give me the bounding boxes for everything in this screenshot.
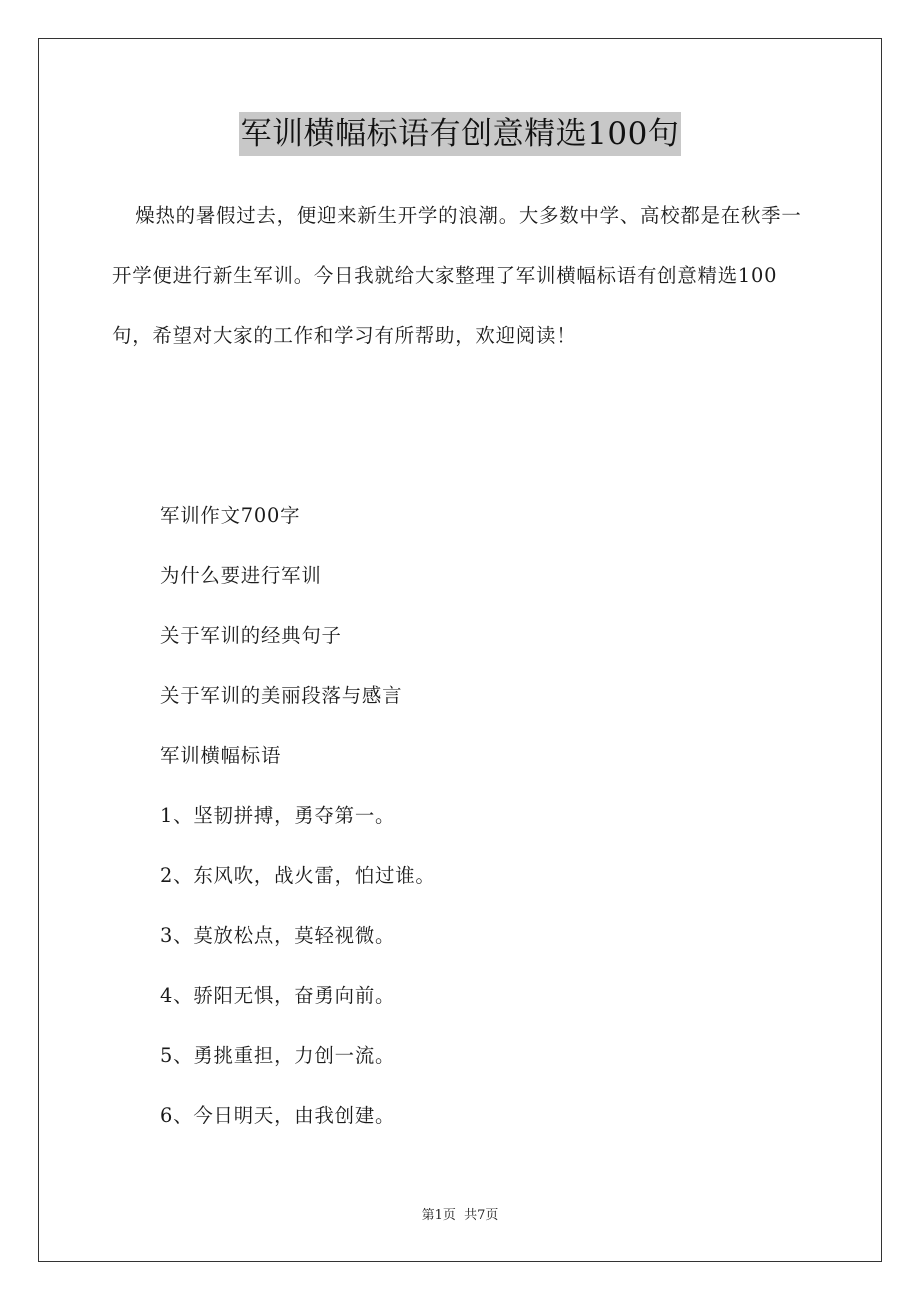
content-list <box>160 486 800 1146</box>
list-item: 2、东风吹，战火雷，怕过谁。 <box>160 864 436 887</box>
page-total: 共7页 <box>464 1208 499 1223</box>
list-item: 为什么要进行军训 <box>160 564 322 587</box>
list-item: 3、莫放松点，莫轻视微。 <box>160 924 396 947</box>
document-title: 军训横幅标语有创意精选100句 <box>239 112 682 156</box>
list-item: 5、勇挑重担，力创一流。 <box>160 1044 396 1067</box>
page-number: 第1页 <box>421 1208 456 1223</box>
list-item: 6、今日明天，由我创建。 <box>160 1104 396 1127</box>
list-item: 1、坚韧拼搏，勇夺第一。 <box>160 804 396 827</box>
page-footer <box>0 1206 920 1226</box>
list-item: 军训作文700字 <box>160 504 301 527</box>
list-item: 军训横幅标语 <box>160 744 282 767</box>
list-item: 关于军训的美丽段落与感言 <box>160 684 403 707</box>
title-container <box>0 112 920 156</box>
intro-paragraph: 燥热的暑假过去，便迎来新生开学的浪潮。大多数中学、高校都是在秋季一开学便进行新生军训。今日我就给大家整理了军训横幅标语有创意精选100句，希望对大家的工作和学习有所帮助，欢迎阅读！ <box>112 204 802 347</box>
list-item: 4、骄阳无惧，奋勇向前。 <box>160 984 396 1007</box>
list-item: 关于军训的经典句子 <box>160 624 342 647</box>
